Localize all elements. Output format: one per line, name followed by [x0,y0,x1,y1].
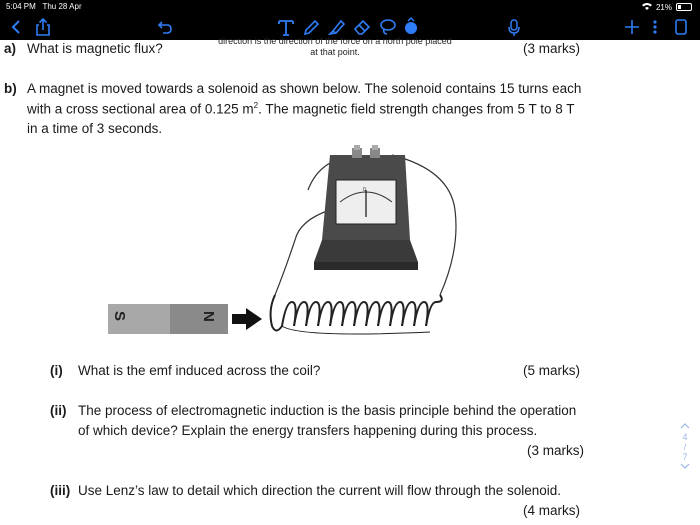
question-i-text: What is the emf induced across the coil? [78,363,321,378]
cutoff-text-line1: direction is the direction of the force on a north pole placed [218,36,452,46]
meter-zero-label: 0 [363,187,366,193]
question-b-line1: A magnet is moved towards a solenoid as shown below. The solenoid contains 15 turns each [27,81,582,96]
question-b-line2-part1: with a cross sectional area of 0.125 m [27,101,254,117]
battery-percent: 21% [655,2,672,12]
page-down-icon [680,462,690,470]
question-ii-label: (ii) [50,403,67,418]
magnet-s-label: S [111,311,128,322]
add-icon[interactable] [624,17,640,37]
undo-icon[interactable] [157,17,173,37]
highlighter-icon[interactable] [328,17,346,37]
status-time: 5:04 PM [6,2,36,11]
superscript-2: 2 [253,101,259,110]
page-up-icon [680,422,690,430]
question-ii-line2: of which device? Explain the energy transfers happening during this process. [78,423,538,438]
question-i-label: (i) [50,363,63,378]
question-a-label: a) [4,41,17,56]
question-iii-text: Use Lenz’s law to detail which direction the current will flow through the solenoid. [78,483,562,498]
battery-icon [676,3,692,11]
question-i-marks: (5 marks) [523,363,580,378]
pages-icon[interactable] [674,17,688,37]
question-b-line3: in a time of 3 seconds. [27,121,163,136]
status-bar [0,0,700,14]
share-icon[interactable] [35,17,51,37]
galvanometer [314,145,418,270]
document-page[interactable] [0,36,700,525]
page-current: 4 [682,432,688,442]
question-b-line2-part2: . The magnetic field strength changes from 5 T to 8 T [258,101,575,117]
lasso-icon[interactable] [379,17,397,37]
solenoid-coil [271,295,442,334]
motion-arrow [232,308,262,330]
page-total: 7 [682,452,688,462]
question-ii-marks: (3 marks) [527,443,584,458]
question-iii-label: (iii) [50,483,71,498]
question-ii-line1: The process of electromagnetic induction is the basis principle behind the operation [78,403,577,418]
text-tool-icon[interactable] [278,17,294,37]
magnet-n-label: N [200,311,217,322]
cutoff-text-line2: at that point. [310,47,360,57]
question-b-label: b) [4,81,17,96]
pen-icon[interactable] [302,17,320,37]
question-a-text: What is magnetic flux? [27,41,163,56]
question-iii-marks: (4 marks) [523,503,580,518]
status-right [642,2,692,12]
eraser-icon[interactable] [353,17,371,37]
page-separator: / [683,442,687,452]
bar-magnet [108,304,228,334]
question-a-marks: (3 marks) [523,41,580,56]
solenoid-diagram [0,40,700,525]
wifi-icon [642,2,652,12]
page-indicator[interactable] [680,422,690,472]
status-time-date [6,2,82,11]
more-icon[interactable] [652,17,658,37]
mic-icon[interactable] [507,17,521,37]
status-date: Thu 28 Apr [42,2,82,11]
back-icon[interactable] [10,17,22,37]
color-icon[interactable] [403,17,419,37]
